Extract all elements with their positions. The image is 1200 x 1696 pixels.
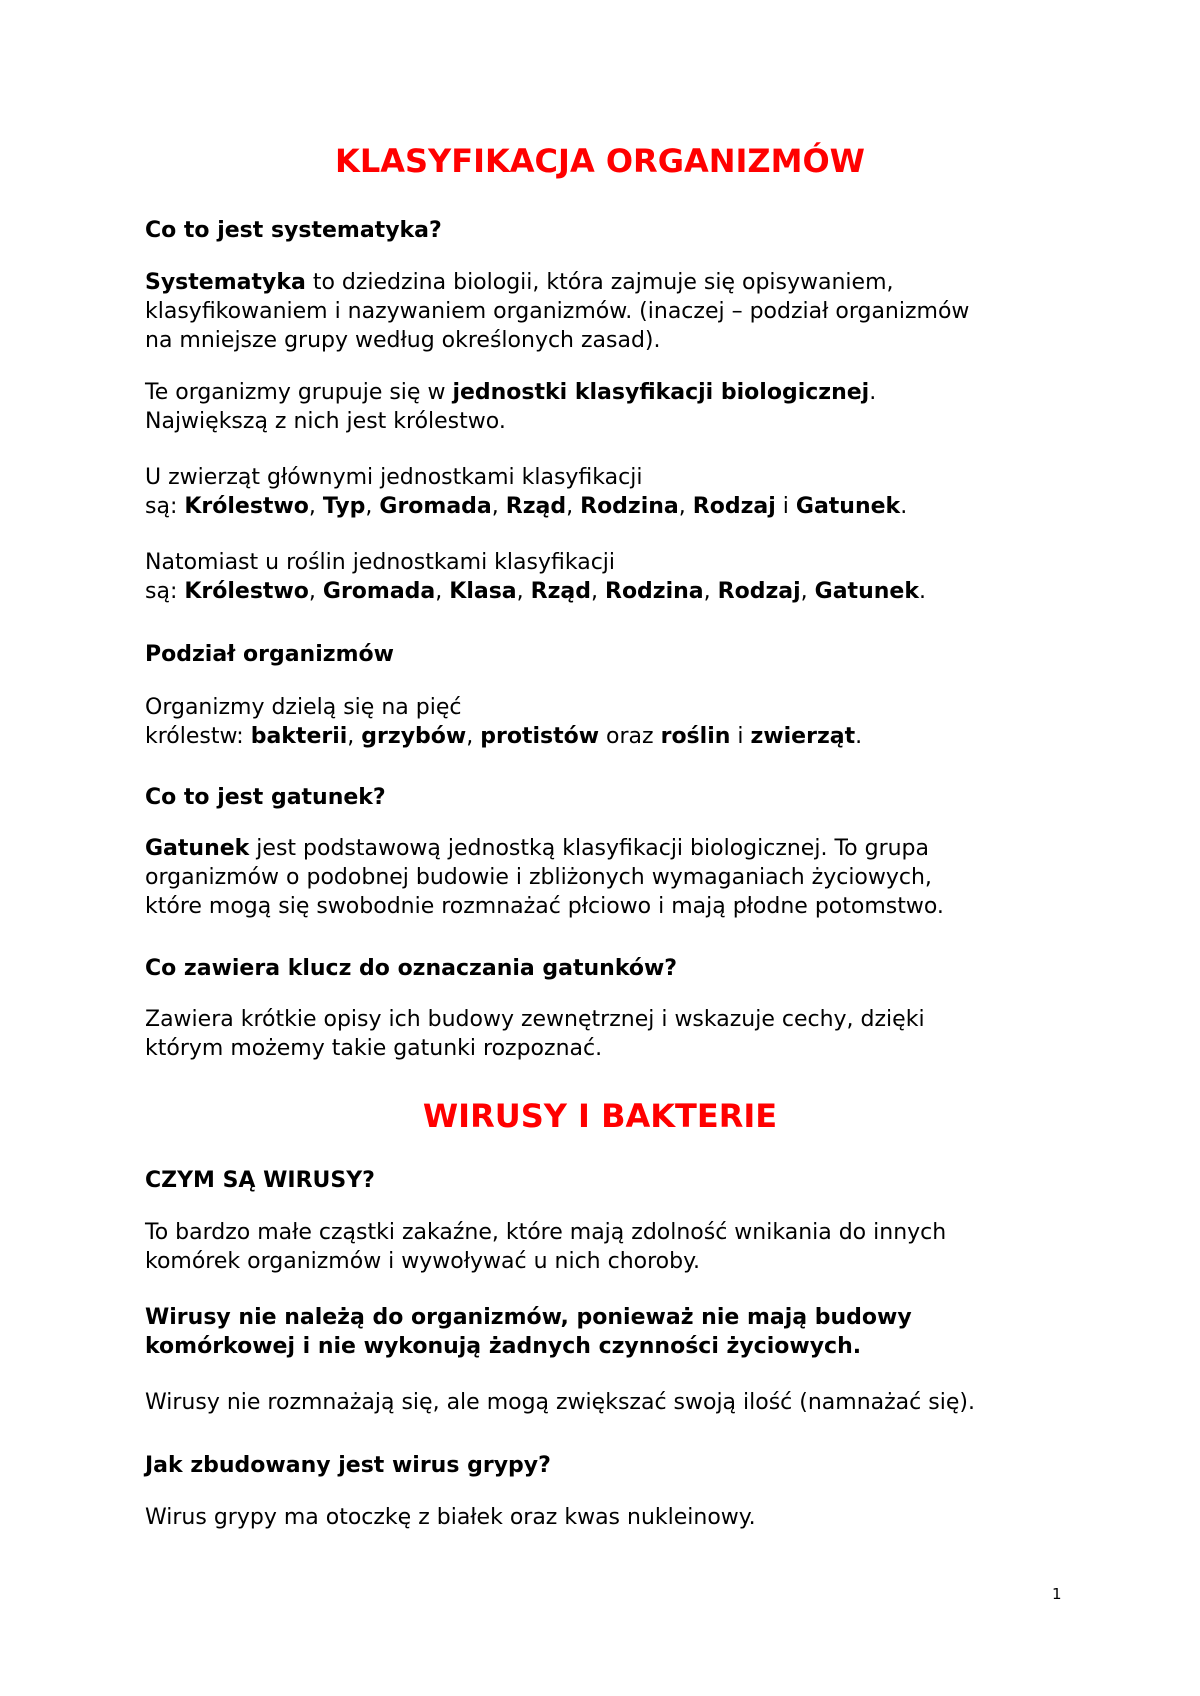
sep: oraz	[599, 724, 661, 749]
sep: ,	[347, 724, 362, 749]
sep: ,	[466, 724, 481, 749]
line: U zwierząt głównymi jednostkami klasyfikacji	[145, 465, 643, 490]
heading-wirus-grypy: Jak zbudowany jest wirus grypy?	[145, 1453, 551, 1478]
term: bakterii	[250, 724, 348, 749]
sep: ,	[365, 494, 380, 519]
term: Gromada	[322, 579, 436, 604]
line: klasyfikowaniem i nazywaniem organizmów. (inaczej – podział organizmów	[145, 299, 970, 324]
line: którym możemy takie gatunki rozpoznać.	[145, 1036, 603, 1061]
line: Największą z nich jest królestwo.	[145, 409, 506, 434]
paragraph-namnazanie: Wirusy nie rozmnażają się, ale mogą zwiększać swoją ilość (namnażać się).	[145, 1390, 975, 1415]
sep: .	[900, 494, 908, 519]
paragraph-jednostki	[145, 378, 1075, 436]
line	[145, 722, 1075, 751]
sep: ,	[435, 579, 450, 604]
term-jednostki: jednostki klasyfikacji biologicznej	[452, 380, 870, 405]
term: Rodzaj	[692, 494, 776, 519]
sep: ,	[516, 579, 531, 604]
section-title-wirusy: WIRUSY I BAKTERIE	[422, 1097, 778, 1135]
term: Gatunek	[814, 579, 919, 604]
term: Rodzina	[605, 579, 704, 604]
paragraph-klucz	[145, 1005, 1075, 1063]
line: komórkowej i nie wykonują żadnych czynności życiowych.	[145, 1334, 862, 1359]
paragraph-gatunek	[145, 834, 1075, 921]
line	[145, 577, 1075, 606]
term: Rząd	[505, 494, 567, 519]
paragraph-systematyka	[145, 268, 1075, 355]
paragraph-krolestwa	[145, 693, 1075, 751]
heading-gatunek: Co to jest gatunek?	[145, 785, 386, 810]
line: organizmów o podobnej budowie i zbliżonych wymaganiach życiowych,	[145, 865, 932, 890]
text: jest podstawową jednostką klasyfikacji biologicznej. To grupa	[249, 836, 929, 861]
term: Rodzaj	[717, 579, 801, 604]
line: Organizmy dzielą się na pięć	[145, 695, 462, 720]
paragraph-rosliny	[145, 548, 1075, 606]
paragraph-wirus-grypy: Wirus grypy ma otoczkę z białek oraz kwas nukleinowy.	[145, 1505, 756, 1530]
sep: ,	[491, 494, 506, 519]
line: Natomiast u roślin jednostkami klasyfikacji	[145, 550, 616, 575]
text: to dziedzina biologii, która zajmuje się opisywaniem,	[305, 270, 894, 295]
sep: .	[918, 579, 926, 604]
line	[145, 834, 1075, 863]
term: Rodzina	[580, 494, 679, 519]
line: Wirusy nie należą do organizmów, ponieważ nie mają budowy	[145, 1305, 912, 1330]
sep: ,	[800, 579, 815, 604]
heading-czym-sa-wirusy: CZYM SĄ WIRUSY?	[145, 1168, 375, 1193]
sep: ,	[703, 579, 718, 604]
line: To bardzo małe cząstki zakaźne, które mają zdolność wnikania do innych	[145, 1220, 947, 1245]
term: Rząd	[530, 579, 591, 604]
term-gatunek: Gatunek	[145, 836, 250, 861]
text: .	[869, 380, 877, 405]
term-systematyka: Systematyka	[145, 270, 306, 295]
paragraph-wirusy-definicja	[145, 1218, 1075, 1276]
sep: ,	[678, 494, 693, 519]
line	[145, 268, 1075, 297]
sep: i	[730, 724, 751, 749]
sep: ,	[566, 494, 581, 519]
page-number: 1	[1052, 1585, 1062, 1603]
line	[145, 378, 1075, 407]
sep: ,	[308, 494, 323, 519]
line	[145, 492, 1075, 521]
line: na mniejsze grupy według określonych zasad).	[145, 328, 661, 353]
heading-podzial: Podział organizmów	[145, 642, 394, 667]
heading-klucz: Co zawiera klucz do oznaczania gatunków?	[145, 956, 678, 981]
section-title-klasyfikacja: KLASYFIKACJA ORGANIZMÓW	[335, 142, 865, 180]
term: Gatunek	[795, 494, 901, 519]
term: Królestwo	[184, 579, 309, 604]
term: Królestwo	[184, 494, 309, 519]
term: grzybów	[361, 724, 467, 749]
text: Te organizmy grupuje się w	[145, 380, 453, 405]
sep: i	[775, 494, 796, 519]
text: królestw:	[145, 724, 251, 749]
term: Klasa	[449, 579, 517, 604]
paragraph-zwierzeta	[145, 463, 1075, 521]
term: Gromada	[379, 494, 492, 519]
line: Zawiera krótkie opisy ich budowy zewnętrznej i wskazuje cechy, dzięki	[145, 1007, 925, 1032]
sep: ,	[308, 579, 323, 604]
paragraph-wirusy-nie-organizmy	[145, 1303, 1075, 1361]
term: Typ	[322, 494, 366, 519]
term: roślin	[660, 724, 731, 749]
line: komórek organizmów i wywoływać u nich choroby.	[145, 1249, 700, 1274]
sep: .	[855, 724, 863, 749]
term: protistów	[480, 724, 600, 749]
text: są:	[145, 494, 185, 519]
line: które mogą się swobodnie rozmnażać płciowo i mają płodne potomstwo.	[145, 894, 944, 919]
sep: ,	[591, 579, 605, 604]
heading-systematyka: Co to jest systematyka?	[145, 218, 442, 243]
term: zwierząt	[750, 724, 856, 749]
text: są:	[145, 579, 185, 604]
